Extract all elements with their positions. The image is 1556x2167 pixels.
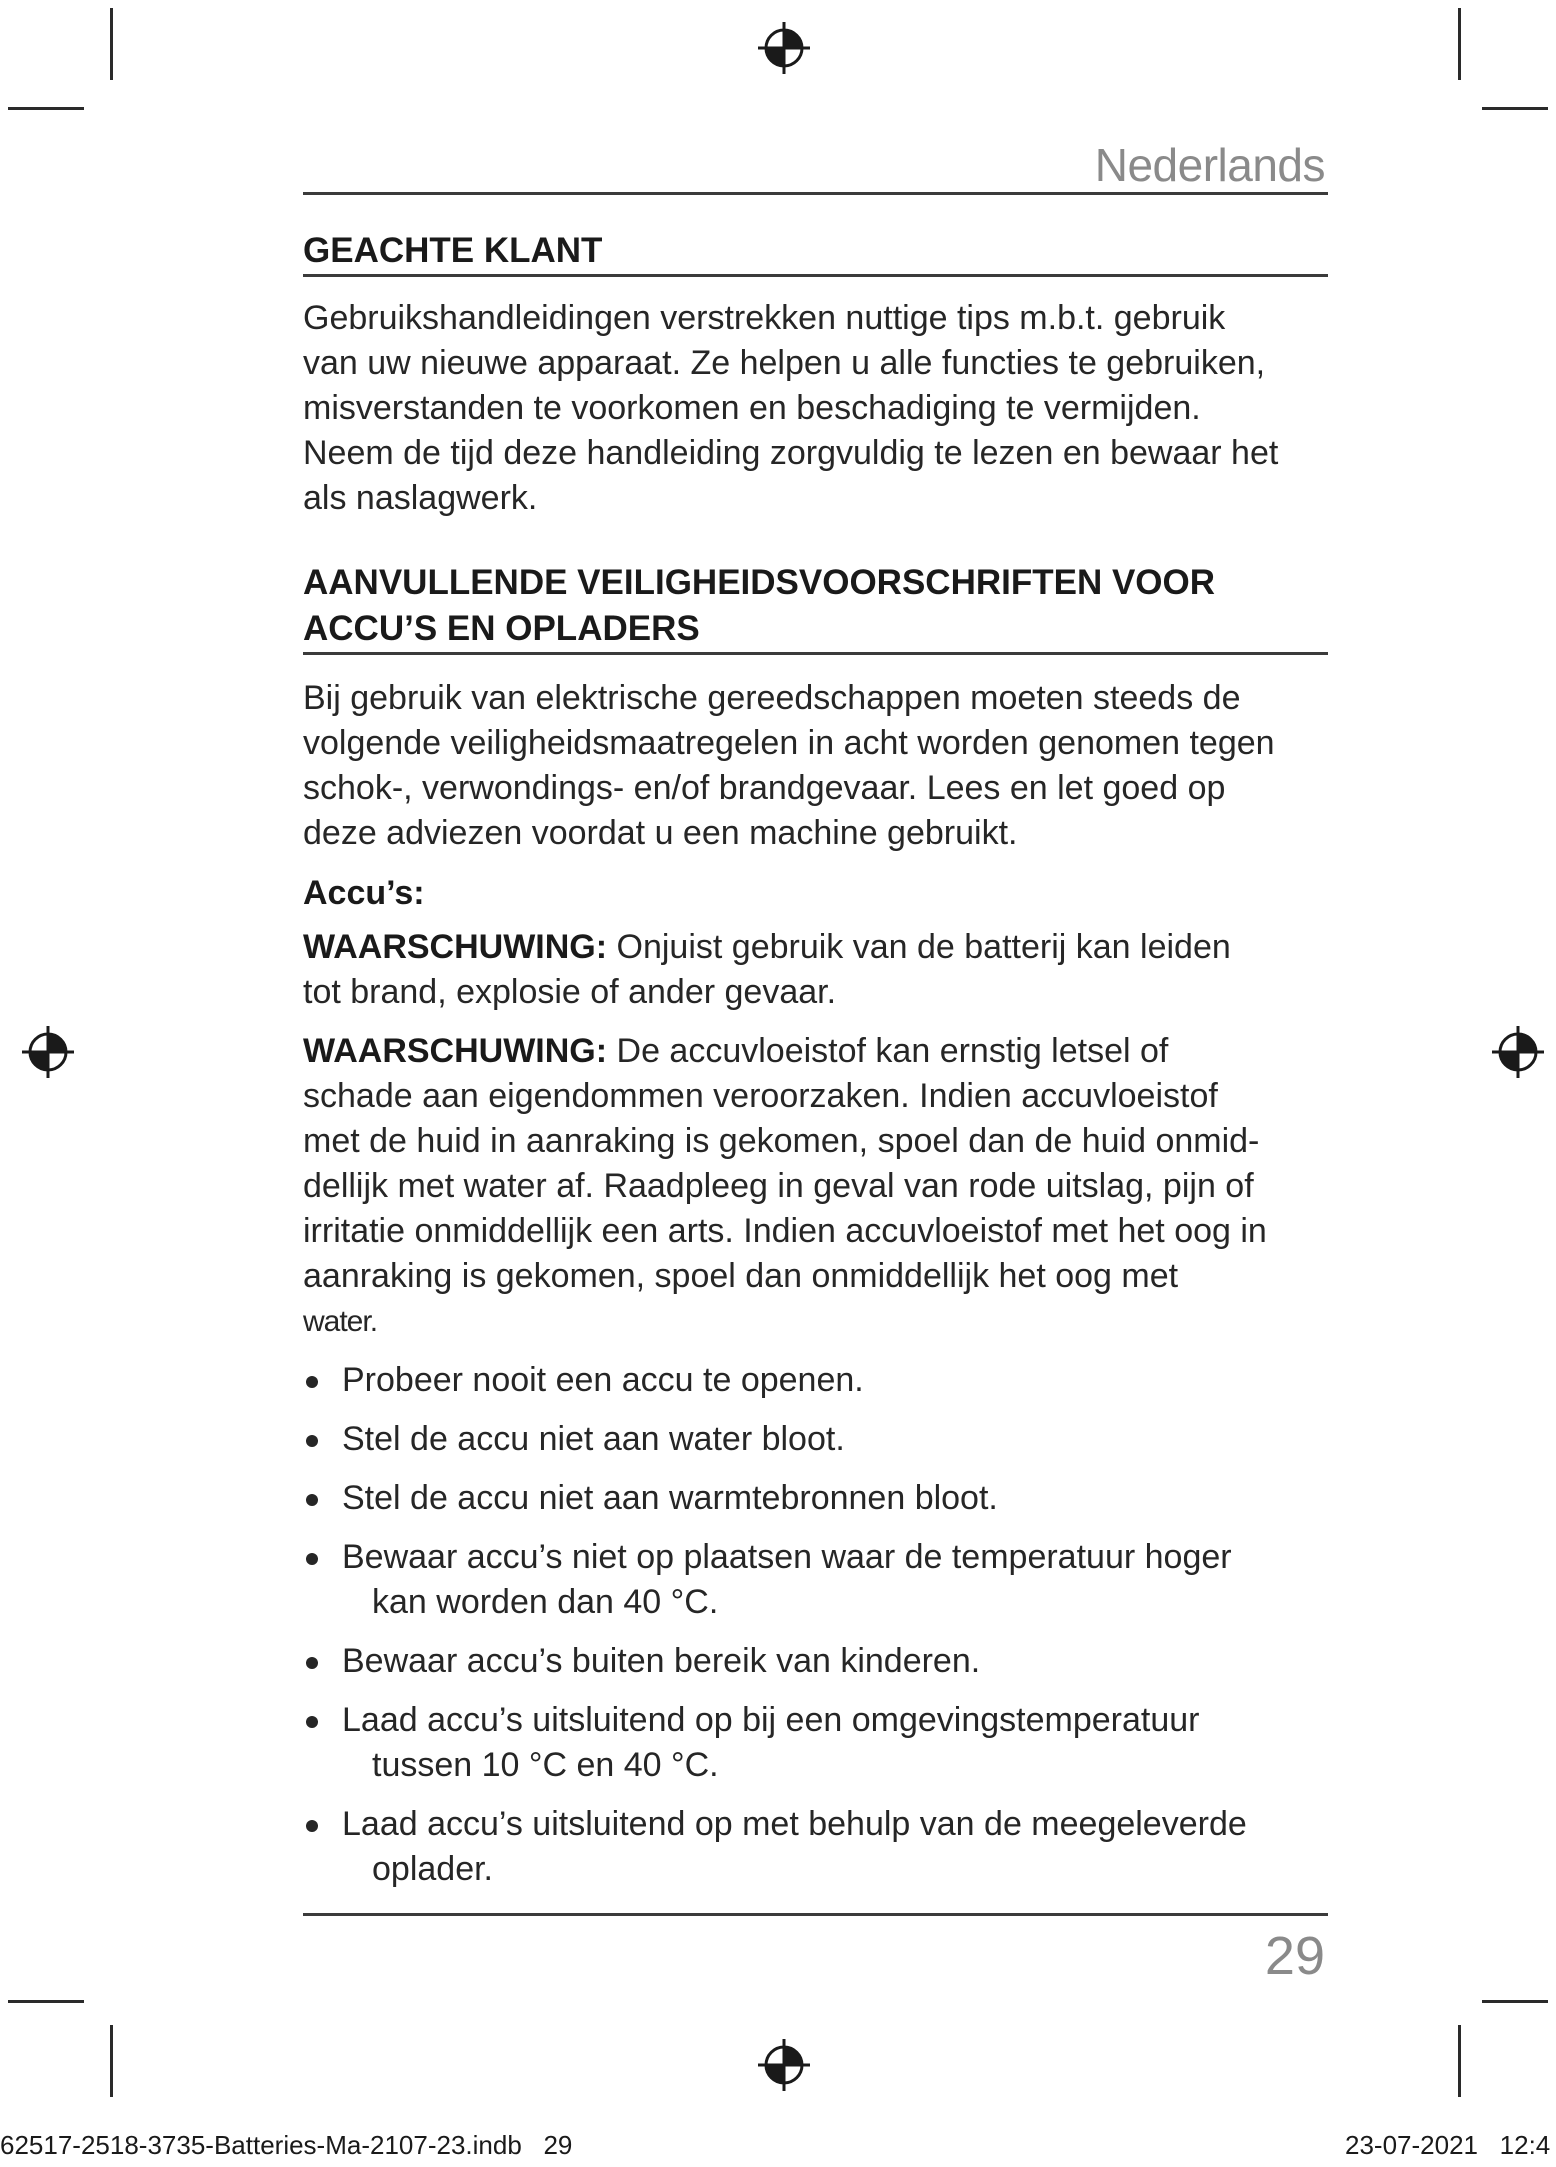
subheading-batteries: Accu’s: [303, 874, 425, 912]
battery-safety-list [303, 1358, 1333, 1906]
list-item: Bewaar accu’s buiten bereik van kinderen. [303, 1639, 1333, 1684]
registration-mark-icon [756, 2037, 812, 2093]
bullet-icon [306, 1435, 318, 1447]
bullet-icon [306, 1553, 318, 1565]
section-heading: AANVULLENDE VEILIGHEIDSVOORSCHRIFTEN VOOR ACCU’S EN OPLADERS [303, 563, 1216, 648]
warning-paragraph: WAARSCHUWING: De accuvloeistof kan ernstig letsel of schade aan eigendommen veroorzaken. Indien accuvloeistof met de huid in aanraking is gekomen, spoel dan de huid onmid- dellijk met water af. Raadpleeg in geval van rode uitslag, pijn of irritatie onmiddellijk een arts. Indien accuvloeistof met het oog in aanraking is gekomen, spoel dan onmiddellijk het oog met water. [303, 1032, 1267, 1338]
registration-mark-icon [756, 20, 812, 76]
list-item: Probeer nooit een accu te openen. [303, 1358, 1333, 1403]
list-item: Stel de accu niet aan warmtebronnen bloot. [303, 1476, 1333, 1521]
registration-mark-icon [1490, 1024, 1546, 1080]
list-item: Bewaar accu’s niet op plaatsen waar de temperatuur hoger kan worden dan 40 °C. [303, 1535, 1333, 1625]
section-heading: GEACHTE KLANT [303, 231, 603, 270]
bullet-icon [306, 1494, 318, 1506]
warning-label: WAARSCHUWING: [303, 1032, 608, 1070]
heading-rule [303, 274, 1328, 277]
intro-paragraph: Gebruikshandleidingen verstrekken nuttige tips m.b.t. gebruik van uw nieuwe apparaat. Ze helpen u alle functies te gebruiken, misverstanden te voorkomen en beschadiging te vermijden. Neem de tijd deze handleiding zorgvuldig te lezen en bewaar het als naslagwerk. [303, 299, 1279, 517]
list-item: Laad accu’s uitsluitend op bij een omgevingstemperatuur tussen 10 °C en 40 °C. [303, 1698, 1333, 1788]
bullet-icon [306, 1716, 318, 1728]
print-slug-date: 23-07-2021 12:4 [1345, 2130, 1551, 2160]
crop-mark [1458, 2025, 1461, 2097]
page-number: 29 [1264, 1926, 1325, 1986]
bullet-icon [306, 1376, 318, 1388]
crop-mark [1482, 107, 1548, 110]
bullet-icon [306, 1657, 318, 1669]
bullet-icon [306, 1820, 318, 1832]
crop-mark [8, 2000, 84, 2003]
crop-mark [110, 8, 113, 80]
list-item: Stel de accu niet aan water bloot. [303, 1417, 1333, 1462]
print-slug-filename: 62517-2518-3735-Batteries-Ma-2107-23.indb 29 [0, 2130, 573, 2160]
crop-mark [110, 2025, 113, 2097]
warning-label: WAARSCHUWING: [303, 928, 608, 966]
running-header-language: Nederlands [1094, 139, 1325, 191]
header-rule [303, 192, 1328, 195]
heading-rule [303, 652, 1328, 655]
crop-mark [8, 107, 84, 110]
crop-mark [1482, 2000, 1548, 2003]
registration-mark-icon [20, 1024, 76, 1080]
footer-rule [303, 1913, 1328, 1916]
list-item: Laad accu’s uitsluitend op met behulp van de meegeleverde oplader. [303, 1802, 1333, 1892]
safety-intro-paragraph: Bij gebruik van elektrische gereedschappen moeten steeds de volgende veiligheidsmaatregelen in acht worden genomen tegen schok-, verwondings- en/of brandgevaar. Lees en let goed op deze adviezen voordat u een machine gebruikt. [303, 679, 1275, 852]
crop-mark [1458, 8, 1461, 80]
warning-paragraph: WAARSCHUWING: Onjuist gebruik van de batterij kan leiden tot brand, explosie of ander gevaar. [303, 928, 1231, 1011]
